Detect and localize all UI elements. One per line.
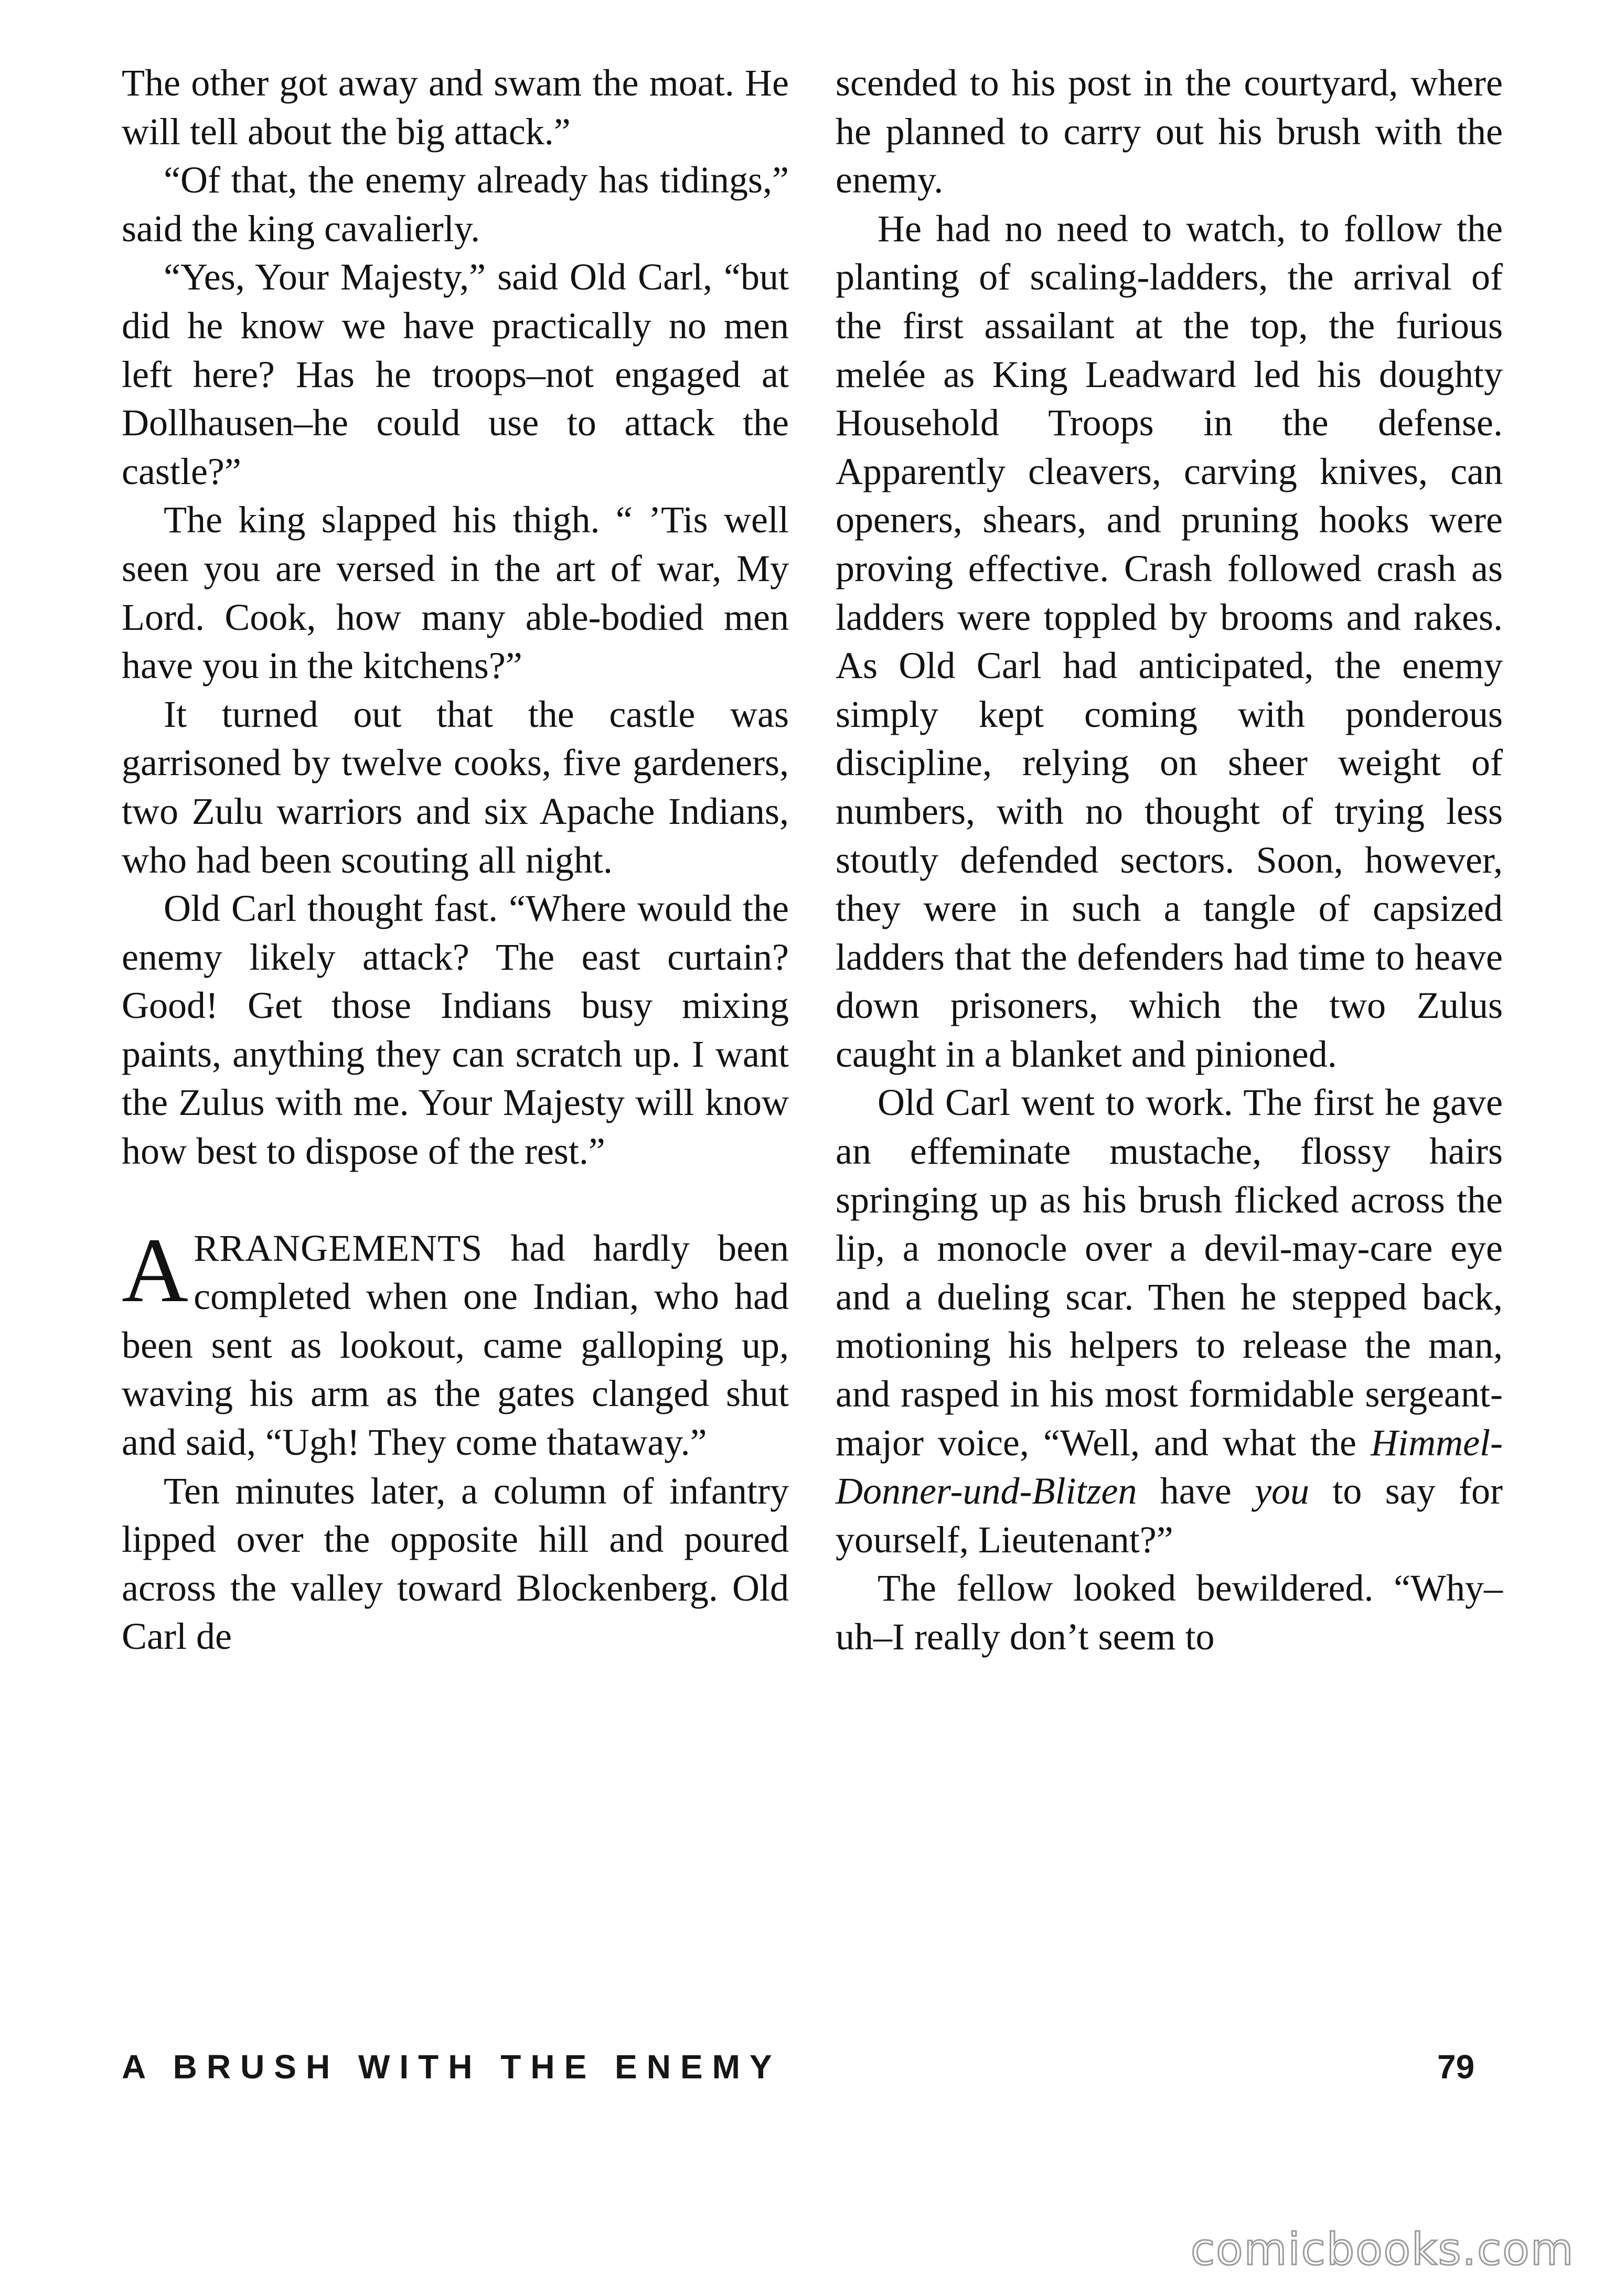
left-column [122,59,789,1661]
section-opening-paragraph [122,1219,789,1467]
watermark: comicbooks.com [1191,2224,1575,2275]
page-number: 79 [1437,2048,1475,2086]
paragraph: The other got away and swam the moat. He will tell about the big attack.” [122,62,789,153]
running-footer-title: A BRUSH WITH THE ENEMY [122,2048,782,2086]
right-column [836,59,1503,1661]
paragraph: The king slapped his thigh. “ ’Tis well seen you are versed in the art of war, My Lord. Cook, how many able-bodied men have you in the kitchens?” [122,499,789,687]
paragraph-text: have [1137,1470,1255,1512]
paragraph: “Yes, Your Majesty,” said Old Carl, “but did he know we have practically no men left here? Has he troops–not engaged at Dollhausen–he could use to attack the castle?” [122,256,789,492]
paragraph-text: had hardly been completed when one Indian, who had been sent as lookout, came galloping up, waving his arm as the gates clanged shut and said, “Ugh! They come thataway.” [122,1227,789,1464]
paragraph: scended to his post in the courtyard, where he planned to carry out his brush with the enemy. [836,62,1503,201]
paragraph: It turned out that the castle was garrisoned by twelve cooks, five gardeners, two Zulu warriors and six Apache Indians, who had been scouting all night. [122,693,789,881]
opening-caps: RRANGEMENTS [194,1227,483,1269]
paragraph: “Of that, the enemy already has tidings,” said the king cavalierly. [122,159,789,250]
paragraph-text: to say for yourself, Lieutenant?” [836,1470,1503,1561]
paragraph: He had no need to watch, to follow the planting of scaling-ladders, the arrival of the first assailant at the top, the furious melée as King Leadward led his doughty Household Troops in the defense. Apparently cleavers, carving knives, can openers, shears, and pruning hooks were proving effective. Crash followed crash as ladders were toppled by brooms and rakes. As Old Carl had anticipated, the enemy simply kept coming with ponderous discipline, relying on sheer weight of numbers, with no thought of trying less stoutly defended sectors. Soon, however, they were in such a tangle of capsized ladders that the defenders had time to heave down prisoners, which the two Zulus caught in a blanket and pinioned. [836,207,1503,1075]
italic-phrase: Himmel-Donner-und-Blitzen [836,1421,1503,1512]
drop-cap: A [122,1219,189,1322]
paragraph-text: Old Carl went to work. The first he gave an effeminate mustache, flossy hairs springing up as his brush flicked across the lip, a monocle over a devil-may-care eye and a dueling scar. Then he stepped back, motioning his helpers to release the man, and rasped in his most formidable sergeant-major voice, “Well, and what the [836,1081,1503,1464]
paragraph: Old Carl thought fast. “Where would the enemy likely attack? The east curtain? Good! Get those Indians busy mixing paints, anything they can scratch up. I want the Zulus with me. Your Majesty will know how best to dispose of the rest.” [122,887,789,1173]
italic-word: you [1255,1470,1310,1512]
paragraph [836,1078,1503,1564]
paragraph: Ten minutes later, a column of infantry lipped over the opposite hill and poured across the valley toward Blockenberg. Old Carl de [122,1469,789,1658]
paragraph: The fellow looked bewildered. “Why–uh–I really don’t seem to [836,1567,1503,1658]
